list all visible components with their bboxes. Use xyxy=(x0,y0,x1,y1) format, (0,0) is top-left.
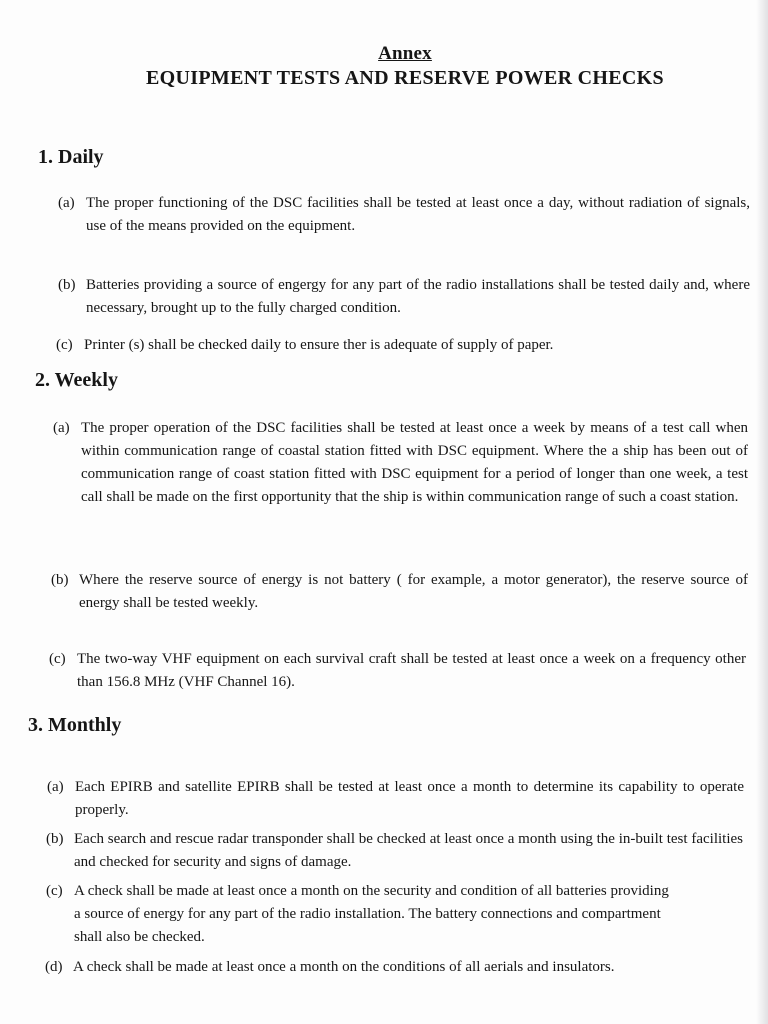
page-edge-shadow xyxy=(756,0,768,1024)
section-heading-daily: 1. Daily xyxy=(38,146,104,168)
item-marker: (c) xyxy=(49,651,66,667)
section-heading-monthly: 3. Monthly xyxy=(28,714,122,736)
section-heading-weekly: 2. Weekly xyxy=(35,369,118,391)
item-text: The proper operation of the DSC facilities shall be tested at least once a week by means of a test call when within communication range of coastal station fitted with DSC equipment. Where the a ship has been out of communication range of coast station fitted with DSC equipment for a period of longer than one week, a test call shall be made on the first opportunity that the ship is within communication range of such a coast station. xyxy=(81,420,748,505)
daily-item-a xyxy=(58,192,750,238)
item-marker: (b) xyxy=(58,277,76,293)
item-text: A check shall be made at least once a month on the conditions of all aerials and insulators. xyxy=(73,959,615,975)
item-marker: (c) xyxy=(56,337,73,353)
item-marker: (a) xyxy=(58,195,75,211)
weekly-item-c xyxy=(49,648,746,694)
item-text: Each search and rescue radar transponder shall be checked at least once a month using the in-built test facilities and checked for security and signs of damage. xyxy=(74,831,743,870)
item-text: Batteries providing a source of engergy for any part of the radio installations shall be tested daily and, where necessary, brought up to the fully charged condition. xyxy=(86,277,750,316)
item-marker: (a) xyxy=(47,779,64,795)
document-title: EQUIPMENT TESTS AND RESERVE POWER CHECKS xyxy=(146,67,664,89)
daily-item-c xyxy=(56,334,750,357)
item-text: Each EPIRB and satellite EPIRB shall be tested at least once a month to determine its capability to operate properly. xyxy=(75,779,744,818)
item-marker: (c) xyxy=(46,883,63,899)
weekly-item-b xyxy=(51,569,748,615)
item-text: Printer (s) shall be checked daily to ensure ther is adequate of supply of paper. xyxy=(84,337,554,353)
item-marker: (d) xyxy=(45,959,63,975)
annex-label: Annex xyxy=(378,43,432,64)
item-marker: (b) xyxy=(46,831,64,847)
item-text: The proper functioning of the DSC facilities shall be tested at least once a day, without radiation of signals, use of the means provided on the equipment. xyxy=(86,195,750,234)
monthly-item-d xyxy=(45,956,742,979)
item-text: The two-way VHF equipment on each survival craft shall be tested at least once a week on a frequency other than 156.8 MHz (VHF Channel 16). xyxy=(77,651,746,690)
weekly-item-a xyxy=(53,417,748,509)
daily-item-b xyxy=(58,274,750,320)
item-marker: (b) xyxy=(51,572,69,588)
item-text: Where the reserve source of energy is not battery ( for example, a motor generator), the reserve source of energy shall be tested weekly. xyxy=(79,572,748,611)
item-marker: (a) xyxy=(53,420,70,436)
monthly-item-a xyxy=(47,776,744,822)
item-text: A check shall be made at least once a month on the security and condition of all batteries providing a source of energy for any part of the radio installation. The battery connections and compartment shall also be checked. xyxy=(74,883,669,945)
monthly-item-c xyxy=(46,880,676,949)
monthly-item-b xyxy=(46,828,743,874)
